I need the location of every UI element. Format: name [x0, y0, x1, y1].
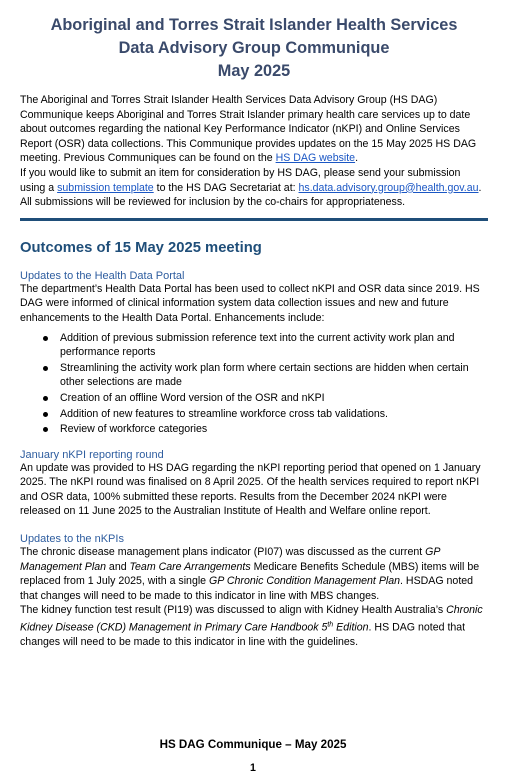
title-line-2: Data Advisory Group Communique	[118, 39, 390, 57]
pi19-italic-2: Edition	[333, 621, 369, 634]
pi07-text-b: and	[105, 560, 130, 573]
pi19-italic-1: Chronic Kidney Disease (CKD) Management in Primary Care Handbook 5	[20, 604, 483, 634]
pi19-text-a: The kidney function test result (PI19) was discussed to align with Kidney Health Australia’s	[20, 604, 447, 617]
list-item: Streamlining the activity work plan form where certain sections are hidden when certain other selections are made	[60, 361, 488, 390]
secretariat-email-link[interactable]: hs.data.advisory.group@health.gov.au	[298, 181, 479, 194]
pi07-italic-2: Team Care Arrangements	[129, 560, 251, 573]
title-line-3: May 2025	[217, 62, 291, 80]
section-divider	[20, 218, 488, 221]
pi07-paragraph	[20, 545, 488, 603]
hs-dag-website-link[interactable]: HS DAG website	[275, 152, 356, 165]
submission-text-end: . All submissions will be reviewed for inclusion by the co-chairs for appropriateness.	[20, 181, 482, 209]
pi07-text-a: The chronic disease management plans indicator (PI07) was discussed as the current	[20, 546, 426, 559]
enhancements-list	[20, 331, 488, 437]
pi19-paragraph	[20, 603, 488, 649]
pi19-text-b: . HS DAG noted that changes will need to be made to this indicator in line with the guidelines.	[20, 621, 466, 649]
submission-text-start: If you would like to submit an item for consideration by HS DAG, please send your submission using a	[20, 166, 461, 194]
january-paragraph: An update was provided to HS DAG regarding the nKPI reporting period that opened on 1 January 2025. The nKPI round was finalised on 8 April 2025. Of the health services required to report nKPI and OSR data, 100% submitted these reports. Results from the December 2024 nKPI were released on 11 June 2025 to the Australian Institute of Health and Welfare online report.	[20, 461, 481, 518]
submission-text-mid: to the HS DAG Secretariat at:	[153, 181, 299, 194]
pi07-italic-1: GP Management Plan	[20, 546, 441, 573]
submission-paragraph	[20, 166, 488, 210]
portal-subheading: Updates to the Health Data Portal	[20, 269, 185, 282]
page-number: 1	[250, 762, 256, 774]
document-page	[20, 14, 488, 650]
list-item: Creation of an offline Word version of the OSR and nKPI	[60, 391, 488, 406]
pi07-text-d: . HSDAG noted that changes will need to be made to this indicator in line with MBS changes.	[20, 575, 474, 602]
intro-paragraph	[20, 93, 488, 166]
intro-text: The Aboriginal and Torres Strait Islander Health Services Data Advisory Group (HS DAG) Communique keeps Aboriginal and Torres Strait Islander primary health care services up to date about outcomes regarding the national Key Performance Indicator (nKPI) and Online Services Report (OSR) data collections. This Communique provides updates on the 15 May 2025 HS DAG meeting. Previous Communiques can be found on the	[20, 94, 477, 165]
list-item: Review of workforce categories	[60, 422, 488, 437]
january-subheading: January nKPI reporting round	[20, 448, 164, 461]
submission-template-link[interactable]: submission template	[57, 181, 154, 194]
outcomes-heading: Outcomes of 15 May 2025 meeting	[20, 239, 262, 256]
list-item: Addition of previous submission reference text into the current activity work plan and performance reports	[60, 331, 488, 360]
pi07-italic-3: GP Chronic Condition Management Plan	[209, 575, 401, 588]
nkpis-subheading: Updates to the nKPIs	[20, 533, 124, 546]
document-title	[20, 14, 488, 83]
title-line-1: Aboriginal and Torres Strait Islander Health Services	[50, 16, 458, 34]
page-footer: HS DAG Communique – May 2025	[159, 738, 347, 751]
intro-end: .	[355, 152, 359, 165]
portal-paragraph: The department’s Health Data Portal has been used to collect nKPI and OSR data since 2019. HS DAG were informed of clinical information system data collection issues and new and future enhancements to the Health Data Portal. Enhancements include:	[20, 282, 480, 324]
pi19-superscript: th	[327, 621, 334, 629]
list-item: Addition of new features to streamline workforce cross tab validations.	[60, 407, 488, 422]
pi07-text-c: Medicare Benefits Schedule (MBS) items will be replaced from 1 July 2025, with a single	[20, 560, 480, 588]
